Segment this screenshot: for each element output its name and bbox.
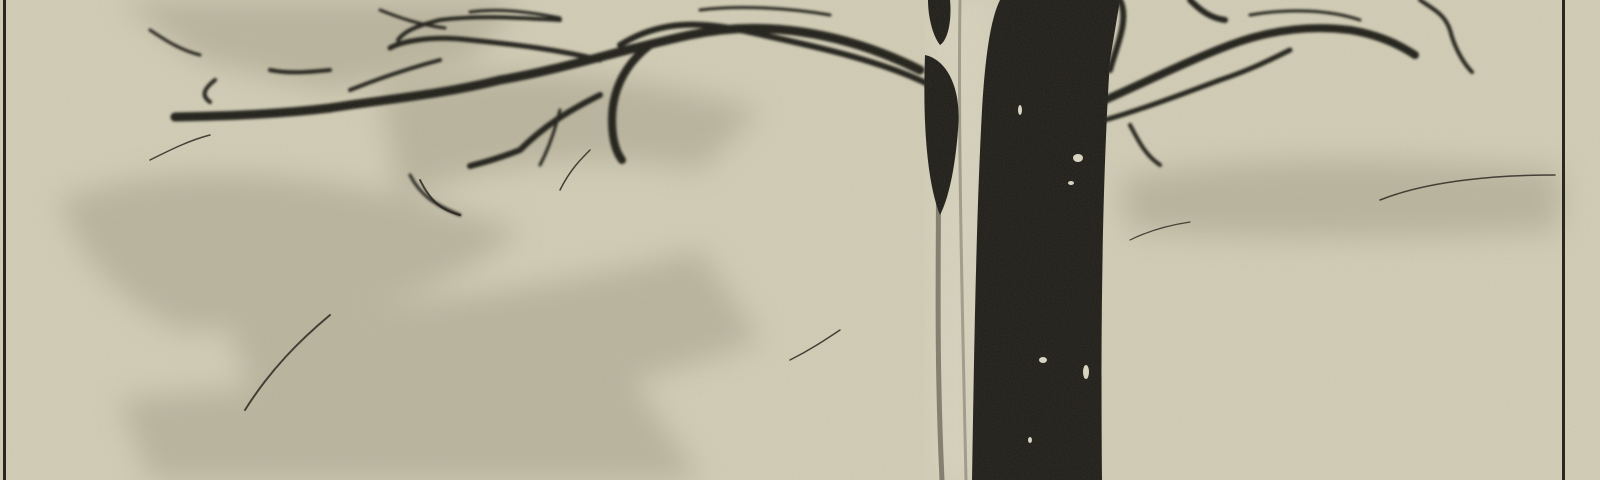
frame-right-edge xyxy=(1562,0,1565,480)
frame-left-edge xyxy=(3,0,6,480)
